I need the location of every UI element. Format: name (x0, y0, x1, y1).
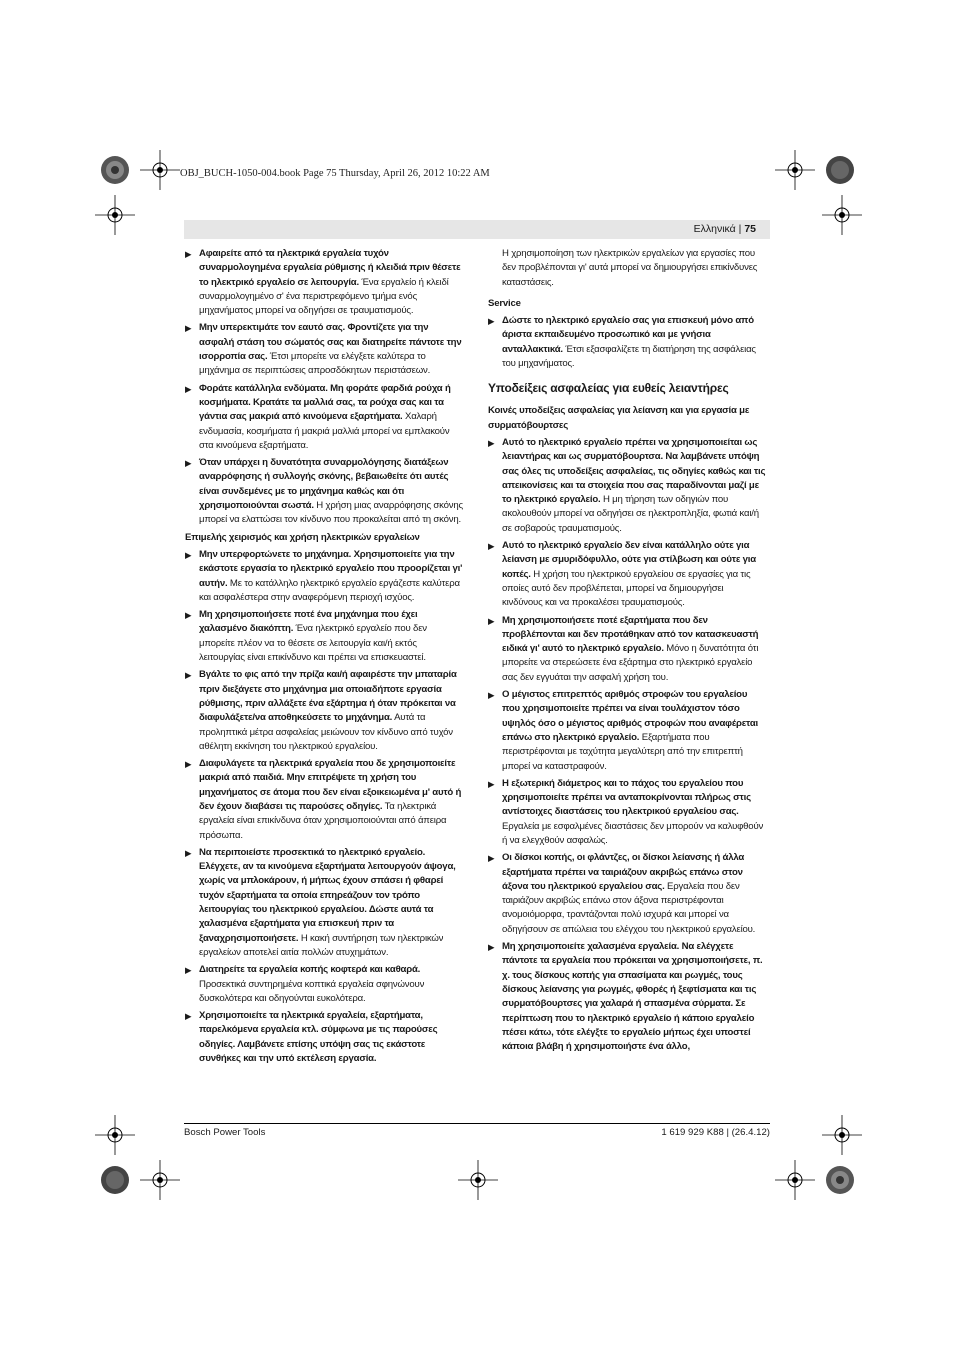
bullet-arrow-icon: ▶ (488, 853, 495, 864)
item-text: Μόνο η δυνατότητα ότι μπορείτε να στερεώσετε ένα εξάρτημα στο ηλεκτρικό εργαλείο σας δεν εγγυάται την ασφαλή χρήση του. (502, 643, 759, 683)
bullet-arrow-icon: ▶ (185, 323, 192, 334)
list-item (488, 614, 766, 685)
item-bold: Μη χρησιμοποιήσετε ποτέ εξαρτήματα που δεν προβλέπονται και δεν προτάθηκαν από τον κατασκευαστή ειδικά γι' αυτό το ηλεκτρικό εργαλείο. (502, 614, 759, 655)
list-item (185, 548, 463, 605)
item-text: Η μη τήρηση των οδηγιών που ακολουθούν μπορεί να οδηγήσει σε ηλεκτροπληξία, φωτιά και/ή σε σοβαρούς τραυματισμούς. (502, 494, 759, 534)
bullet-arrow-icon: ▶ (185, 965, 192, 976)
subheading: Επιμελής χειρισμός και χρήση ηλεκτρικών εργαλείων (185, 531, 420, 543)
item-bold: Ο μέγιστος επιτρεπτός αριθμός στροφών του εργαλείου που χρησιμοποιείτε πρέπει να είναι τουλάχιστον τόσο υψηλός όσο ο μέγιστος αριθμός στροφών που αναφέρεται επάνω στο ηλεκτρικό εργαλείο. (502, 689, 759, 743)
item-text: Με το κατάλληλο ηλεκτρικό εργαλείο εργάζεστε καλύτερα και ασφαλέστερα στην αναφερόμενη περιοχή ισχύος. (199, 577, 460, 603)
bullet-arrow-icon: ▶ (488, 541, 495, 552)
bullet-arrow-icon: ▶ (488, 778, 495, 789)
registration-mark-crosshair (140, 1160, 180, 1200)
footer-divider (184, 1123, 770, 1124)
item-bold: Μη χρησιμοποιείτε χαλασμένα εργαλεία. Να ελέγχετε πάντοτε τα εργαλεία που πρόκειται να χρησιμοποιήσετε, π. χ. τους δίσκους κοπής για σπασίματα και ρωγμές, τους δίσκους λείανσης για ρωγμές, φθορές ή ξεφτίσματα και τις συρματόβουρτσες για χαλαρά ή σπασμένα σύρματα. Σε περίπτωση που το ηλεκτρικό εργαλείο ή κάποιο εργαλείο πέσει κάτω, τότε ελέγξτε το εργαλείο μήπως έχει υποστεί κάποια βλάβη ή χρησιμοποιήστε ένα άλλο, (502, 941, 763, 1053)
subheading: Κοινές υποδείξεις ασφαλείας για λείανση και για εργασία με συρματόβουρτσες (488, 405, 750, 431)
list-item (185, 757, 463, 843)
bullet-arrow-icon: ▶ (488, 942, 495, 953)
item-bold: Βγάλτε το φις από την πρίζα και/ή αφαιρέστε την μπαταρία πριν διεξάγετε στο μηχάνημα μια οποιαδήποτε εργασία ρύθμισης, πριν αλλάξετε ένα εξάρτημα ή όταν πρόκειται να διαφυλάξετε/να αποθηκεύσετε το μηχάνημα. (199, 669, 457, 724)
registration-mark-crosshair (95, 1115, 135, 1155)
item-bold: Αυτό το ηλεκτρικό εργαλείο πρέπει να χρησιμοποιείται ως λειαντήρας και ως συρματόβουρτσα. Να λαμβάνετε υπόψη σας όλες τις υποδείξεις ασφαλείας, τις οδηγίες καθώς και τις απεικονίσεις και τα στοιχεία που σας παραδίνονται μαζί με το ηλεκτρικό εργαλείο. (502, 436, 766, 506)
registration-mark-crosshair (775, 1160, 815, 1200)
color-target-mark (100, 155, 130, 185)
bullet-arrow-icon: ▶ (488, 316, 495, 327)
bullet-arrow-icon: ▶ (185, 549, 192, 560)
item-text: Προσεκτικά συντηρημένα κοπτικά εργαλεία σφηνώνουν δυσκολότερα και οδηγούνται ευκολότερα. (199, 978, 425, 1004)
section-title: Υποδείξεις ασφαλείας για ευθείς λειαντήρες (488, 381, 729, 396)
left-column (185, 247, 463, 1069)
bullet-arrow-icon: ▶ (185, 458, 192, 469)
page-number: 75 (744, 223, 756, 235)
service-heading: Service (488, 297, 521, 309)
list-item (488, 940, 766, 1054)
item-bold: Διαφυλάγετε τα ηλεκτρικά εργαλεία που δε χρησιμοποιείτε μακριά από παιδιά. Μην επιτρέψετε τη χρήση του μηχανήματος σε άτομα που δεν είναι εξοικειωμένα μ' αυτό ή δεν έχουν διαβάσει τις παρούσες οδηγίες. (199, 758, 462, 812)
item-bold: Διατηρείτε τα εργαλεία κοπής κοφτερά και καθαρά. (199, 964, 421, 976)
bullet-arrow-icon: ▶ (185, 610, 192, 621)
bullet-arrow-icon: ▶ (488, 690, 495, 701)
item-text: Η χρήση μιας αναρρόφησης σκόνης μπορεί να ελαττώσει τον κίνδυνο που προκαλείται από τη σκόνη. (199, 500, 463, 526)
header-separator: | (735, 223, 745, 235)
list-item (488, 539, 766, 610)
bullet-arrow-icon: ▶ (185, 759, 192, 770)
list-item (185, 321, 463, 378)
bullet-arrow-icon: ▶ (488, 437, 495, 448)
item-bold: Μην υπερεκτιμάτε τον εαυτό σας. Φροντίζετε για την ασφαλή στάση του σώματός σας και διατηρείτε πάντοτε την ισορροπία σας. (199, 322, 462, 363)
item-bold: Αυτό το ηλεκτρικό εργαλείο δεν είναι κατάλληλο ούτε για λείανση με σμυριδόφυλλο, ούτε για στίλβωση και ούτε για κοπές. (502, 540, 756, 580)
list-item (185, 382, 463, 453)
item-bold: Αφαιρείτε από τα ηλεκτρικά εργαλεία τυχόν συναρμολογημένα εργαλεία ρύθμισης ή κλειδιά πριν θέσετε το ηλεκτρικό εργαλείο σε λειτουργία. (199, 248, 461, 288)
list-item (488, 777, 766, 848)
item-text: Χαλαρή ενδυμασία, κοσμήματα ή μακριά μαλλιά μπορεί να εμπλακούν στα κινούμενα εξαρτήματα. (199, 411, 450, 451)
list-item (185, 1009, 463, 1066)
list-item (488, 688, 766, 774)
item-text: Η κακή συντήρηση των ηλεκτρικών εργαλείων αποτελεί αιτία πολλών ατυχημάτων. (199, 932, 444, 958)
registration-mark-crosshair (822, 195, 862, 235)
item-bold: Μη χρησιμοποιήσετε ποτέ ένα μηχάνημα που έχει χαλασμένο διακόπτη. (199, 609, 418, 635)
item-text: Ένα ηλεκτρικό εργαλείο που δεν μπορείτε πλέον να το θέσετε σε λειτουργία και/ή εκτός λειτουργίας είναι επικίνδυνο και πρέπει να επισκευαστεί. (199, 623, 427, 664)
item-text: Εργαλεία που δεν ταιριάζουν ακριβώς επάνω στον άξονα περιστρέφονται ανομοιόμορφα, τραντάζονται πολύ ισχυρά και μπορεί να οδηγήσουν σε απώλεια του ελέγχου του ηλεκτρικού εργαλείου. (502, 880, 756, 935)
list-item (185, 456, 463, 527)
item-text: Εξαρτήματα που περιστρέφονται με ταχύτητα μεγαλύτερη από την επιτρεπτή μπορεί να καταστραφούν. (502, 731, 743, 772)
right-column (488, 247, 766, 1057)
file-header: OBJ_BUCH-1050-004.book Page 75 Thursday, April 26, 2012 10:22 AM (180, 168, 490, 179)
list-item (185, 668, 463, 754)
list-item (488, 436, 766, 536)
item-text: Αυτά τα προληπτικά μέτρα ασφαλείας μειώνουν τον κίνδυνο από τυχόν αθέλητη εκκίνηση του ηλεκτρικού εργαλείου. (199, 712, 453, 752)
registration-mark-crosshair (775, 150, 815, 190)
header-section (694, 223, 756, 235)
item-bold: Δώστε το ηλεκτρικό εργαλείο σας για επισκευή μόνο από άριστα εκπαιδευμένο προσωπικό και με γνήσια ανταλλακτικά. (502, 315, 754, 355)
item-text: Τα ηλεκτρικά εργαλεία είναι επικίνδυνα όταν χρησιμοποιούνται από άπειρα πρόσωπα. (199, 800, 447, 841)
item-text: Έτσι μπορείτε να ελέγξετε καλύτερα το μηχάνημα σε περιπτώσεις απροσδόκητων περιστάσεων. (199, 351, 431, 377)
bullet-arrow-icon: ▶ (185, 670, 192, 681)
item-text: Ένα εργαλείο ή κλειδί συναρμολογημένο σ' ένα περιστρεφόμενο τμήμα ενός μηχανήματος μπορεί να οδηγήσει σε τραυματισμούς. (199, 276, 449, 317)
header-section-label: Ελληνικά (693, 223, 736, 235)
list-item (488, 314, 766, 371)
item-bold: Η εξωτερική διάμετρος και το πάχος του εργαλείου που χρησιμοποιείτε πρέπει να ανταποκρίνονται πλήρως στις αντίστοιχες διαστάσεις του ηλεκτρικού εργαλείου σας. (502, 777, 751, 818)
list-item (488, 851, 766, 937)
item-bold: Όταν υπάρχει η δυνατότητα συναρμολόγησης διατάξεων αναρρόφησης ή συλλογής σκόνης, βεβαιωθείτε ότι αυτές είναι συνδεμένες με το μηχάνημα καθώς και ότι χρησιμοποιούνται σωστά. (199, 457, 449, 512)
bullet-arrow-icon: ▶ (488, 615, 495, 626)
footer-doc-number: 1 619 929 K88 | (26.4.12) (661, 1127, 770, 1138)
list-item (185, 247, 463, 318)
list-item (185, 963, 463, 1006)
footer-brand: Bosch Power Tools (184, 1127, 266, 1138)
registration-mark-crosshair (458, 1160, 498, 1200)
item-text: Έτσι εξασφαλίζετε τη διατήρηση της ασφάλειας του μηχανήματος. (502, 343, 756, 370)
item-bold: Να περιποιείστε προσεκτικά το ηλεκτρικό εργαλείο. Ελέγχετε, αν τα κινούμενα εξαρτήματα λειτουργούν άψογα, χωρίς να μπλοκάρουν, ή μήπως έχουν σπάσει ή φθαρεί τυχόν εξαρτήματα τα οποία επηρεάζουν τον τρόπο λειτουργίας του ηλεκτρικού εργαλείου. Δώστε αυτά τα χαλασμένα εξαρτήματα για επισκευή πριν τα ξαναχρησιμοποιήσετε. (199, 846, 456, 944)
item-bold: Οι δίσκοι κοπής, οι φλάντζες, οι δίσκοι λείανσης ή άλλα εξαρτήματα πρέπει να ταιριάζουν ακριβώς επάνω στον άξονα του ηλεκτρικού εργαλείου σας. (502, 852, 745, 892)
bullet-arrow-icon: ▶ (185, 1011, 192, 1022)
color-target-mark (100, 1165, 130, 1195)
list-item (185, 608, 463, 665)
item-text: Εργαλεία με εσφαλμένες διαστάσεις δεν μπορούν να καλυφθούν ή να ελεγχθούν ασφαλώς. (502, 820, 764, 846)
registration-mark-crosshair (95, 195, 135, 235)
bullet-arrow-icon: ▶ (185, 847, 192, 858)
item-text: Η χρήση του ηλεκτρικού εργαλείου σε εργασίες για τις οποίες αυτό δεν προβλέπεται, μπορεί να δημιουργήσει κινδύνους και να προκαλέσει τραυματισμούς. (502, 568, 751, 609)
item-bold: Μην υπερφορτώνετε το μηχάνημα. Χρησιμοποιείτε για την εκάστοτε εργασία το ηλεκτρικό εργαλείο που προορίζεται γι' αυτήν. (199, 548, 463, 589)
list-item (185, 846, 463, 960)
page-header (184, 220, 770, 239)
item-bold: Χρησιμοποιείτε τα ηλεκτρικά εργαλεία, εξαρτήματα, παρελκόμενα εργαλεία κτλ. σύμφωνα με τις παρούσες οδηγίες. Λαμβάνετε επίσης υπόψη σας τις εκάστοτε συνθήκες και την υπό εκτέλεση εργασία. (199, 1010, 438, 1065)
color-target-mark (825, 155, 855, 185)
registration-mark-crosshair (140, 150, 180, 190)
bullet-arrow-icon: ▶ (185, 383, 192, 394)
continuation-text: Η χρησιμοποίηση των ηλεκτρικών εργαλείων για εργασίες που δεν προβλέπονται γι' αυτά μπορεί να δημιουργήσει επικίνδυνες καταστάσεις. (502, 248, 758, 288)
item-bold: Φοράτε κατάλληλα ενδύματα. Μη φοράτε φαρδιά ρούχα ή κοσμήματα. Κρατάτε τα μαλλιά σας, τα ρούχα σας και τα γάντια σας μακριά από κινούμενα εξαρτήματα. (199, 382, 451, 423)
registration-mark-crosshair (822, 1115, 862, 1155)
bullet-arrow-icon: ▶ (185, 249, 192, 259)
color-target-mark (825, 1165, 855, 1195)
